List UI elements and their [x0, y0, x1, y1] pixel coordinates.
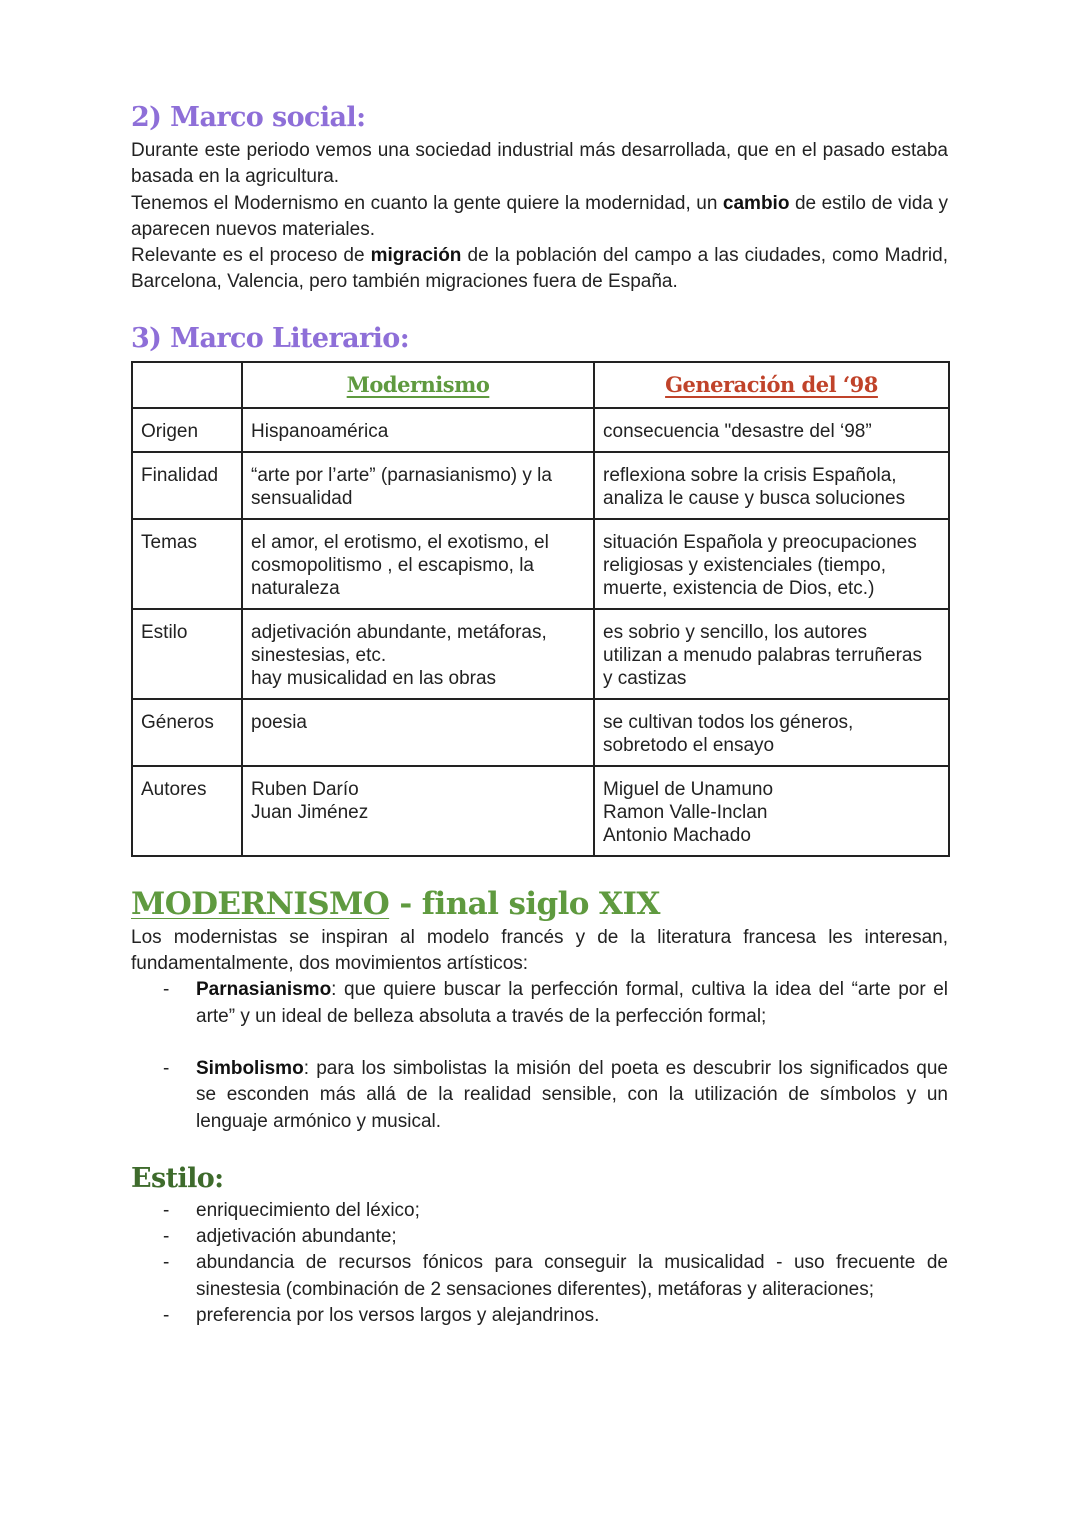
header-generacion-98: Generación del ‘98	[594, 362, 949, 408]
movement-item: - Parnasianismo: que quiere buscar la perfección formal, cultiva la idea del “arte por el arte” y un ideal de belleza absoluta a través de la perfección formal;	[131, 977, 948, 1030]
generacion-cell: es sobrio y sencillo, los autores utilizan a menudo palabras terruñeras y castizas	[594, 609, 949, 699]
row-label: Temas	[132, 519, 242, 609]
table-header-row	[132, 362, 949, 408]
row-label: Finalidad	[132, 452, 242, 519]
generacion-cell: consecuencia "desastre del ‘98”	[594, 408, 949, 452]
generacion-cell: reflexiona sobre la crisis Española, analiza le cause y busca soluciones	[594, 452, 949, 519]
estilo-item: - abundancia de recursos fónicos para conseguir la musicalidad - uso frecuente de sinestesia (combinación de 2 sensaciones diferentes), metáforas y aliteraciones;	[131, 1250, 948, 1303]
social-paragraph-1: Durante este periodo vemos una sociedad industrial más desarrollada, que en el pasado estaba basada en la agricultura.	[131, 140, 948, 188]
marco-social-heading: 2) Marco social:	[131, 102, 366, 133]
movement-term: Simbolismo	[196, 1057, 304, 1079]
table-row-finalidad	[132, 452, 949, 519]
modernismo-cell: adjetivación abundante, metáforas, sinestesias, etc. hay musicalidad en las obras	[242, 609, 594, 699]
row-label: Autores	[132, 766, 242, 856]
cambio-bold: cambio	[722, 192, 790, 214]
table-row-origen	[132, 408, 949, 452]
row-label: Origen	[132, 408, 242, 452]
table-row-géneros	[132, 699, 949, 766]
social-paragraph-2: Tenemos el Modernismo en cuanto la gente quiere la modernidad, un cambio de estilo de vida y aparecen nuevos materiales.	[131, 192, 948, 240]
estilo-heading: Estilo:	[131, 1162, 224, 1194]
estilo-item: - enriquecimiento del léxico;	[131, 1198, 948, 1224]
marco-literario-heading: 3) Marco Literario:	[131, 322, 410, 354]
movement-term: Parnasianismo	[196, 979, 332, 1001]
modernismo-cell: Hispanoamérica	[242, 408, 594, 452]
header-empty-cell	[132, 362, 242, 408]
estilo-list	[131, 1198, 948, 1329]
modernismo-cell: “arte por l’arte” (parnasianismo) y la sensualidad	[242, 452, 594, 519]
modernismo-cell: poesia	[242, 699, 594, 766]
row-label: Géneros	[132, 699, 242, 766]
generacion-cell: se cultivan todos los géneros, sobretodo el ensayo	[594, 699, 949, 766]
estilo-item: - adjetivación abundante;	[131, 1224, 948, 1250]
modernismo-cell: Ruben Darío Juan Jiménez	[242, 766, 594, 856]
estilo-item: - preferencia por los versos largos y alejandrinos.	[131, 1303, 948, 1329]
table-row-temas	[132, 519, 949, 609]
header-modernismo: Modernismo	[242, 362, 594, 408]
social-paragraph-3: Relevante es el proceso de migración de la población del campo a las ciudades, como Madrid, Barcelona, Valencia, pero también migraciones fuera de España.	[131, 245, 948, 293]
modernismo-cell: el amor, el erotismo, el exotismo, el cosmopolitismo , el escapismo, la naturaleza	[242, 519, 594, 609]
generacion-cell: situación Española y preocupaciones religiosas y existenciales (tiempo, muerte, existencia de Dios, etc.)	[594, 519, 949, 609]
modernismo-intro: Los modernistas se inspiran al modelo francés y de la literatura francesa les interesan, fundamentalmente, dos movimientos artísticos:	[131, 926, 948, 975]
generacion-cell: Miguel de Unamuno Ramon Valle-Inclan Antonio Machado	[594, 766, 949, 856]
movements-list	[131, 977, 948, 1134]
row-label: Estilo	[132, 609, 242, 699]
table-row-autores	[132, 766, 949, 856]
migracion-bold: migración	[370, 245, 462, 267]
table-row-estilo	[132, 609, 949, 699]
movement-item: - Simbolismo: para los simbolistas la misión del poeta es descubrir los significados que se esconden más allá de la realidad sensible, con la utilización de símbolos y un lenguaje armónico y musical.	[131, 1056, 948, 1135]
modernismo-heading: MODERNISMO - final siglo XIX	[131, 885, 660, 922]
comparison-table	[131, 361, 950, 857]
document-page	[131, 98, 948, 1329]
